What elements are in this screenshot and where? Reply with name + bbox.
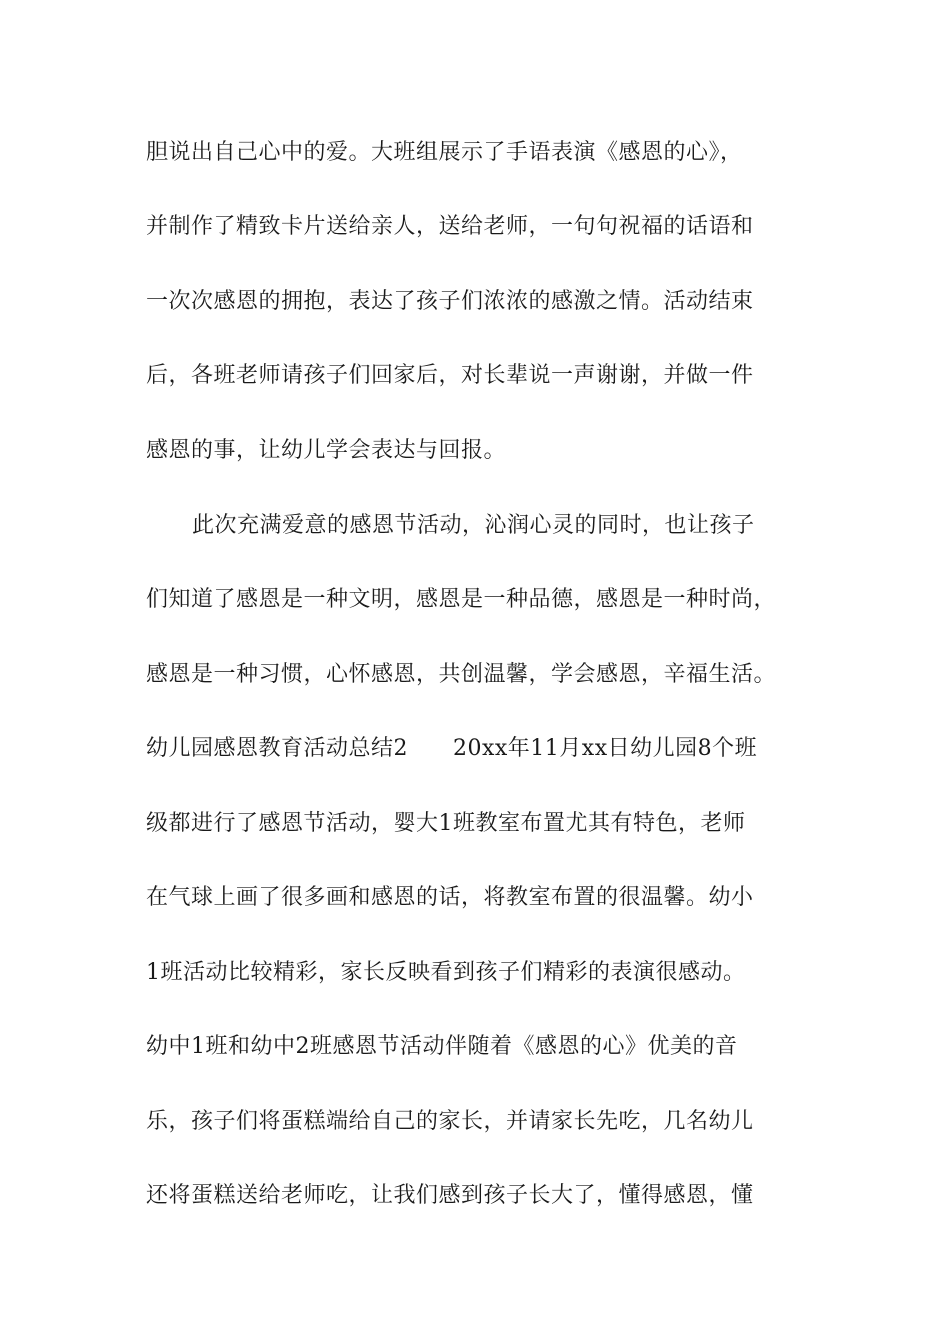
text-line: 胆说出自己心中的爱。大班组展示了手语表演《感恩的心》， [146,140,743,165]
text-line: 感恩的事，让幼儿学会表达与回报。 [146,438,507,463]
text-line: 感恩是一种习惯，心怀感恩，共创温馨，学会感恩，辛福生活。 [146,662,777,687]
text-line: 级都进行了感恩节活动，婴大1班教室布置尤其有特色，老师 [146,811,746,836]
text-line: 并制作了精致卡片送给亲人，送给老师，一句句祝福的话语和 [146,214,754,239]
text-line: 在气球上画了很多画和感恩的话，将教室布置的很温馨。幼小 [146,885,754,910]
text-line: 一次次感恩的拥抱，表达了孩子们浓浓的感激之情。活动结束 [146,289,754,314]
text-line: 1班活动比较精彩，家长反映看到孩子们精彩的表演很感动。 [146,960,746,985]
text-line: 乐，孩子们将蛋糕端给自己的家长，并请家长先吃，几名幼儿 [146,1109,754,1134]
text-line: 还将蛋糕送给老师吃，让我们感到孩子长大了，懂得感恩，懂 [146,1183,754,1208]
text-line: 们知道了感恩是一种文明，感恩是一种品德，感恩是一种时尚， [146,587,777,612]
text-line: 后，各班老师请孩子们回家后，对长辈说一声谢谢，并做一件 [146,363,754,388]
paragraph-first-line: 此次充满爱意的感恩节活动，沁润心灵的同时，也让孩子 [192,513,755,538]
section-heading-line: 幼儿园感恩教育活动总结2 20xx年11月xx日幼儿园8个班 [146,736,758,761]
text-line: 幼中1班和幼中2班感恩节活动伴随着《感恩的心》优美的音 [146,1034,738,1059]
